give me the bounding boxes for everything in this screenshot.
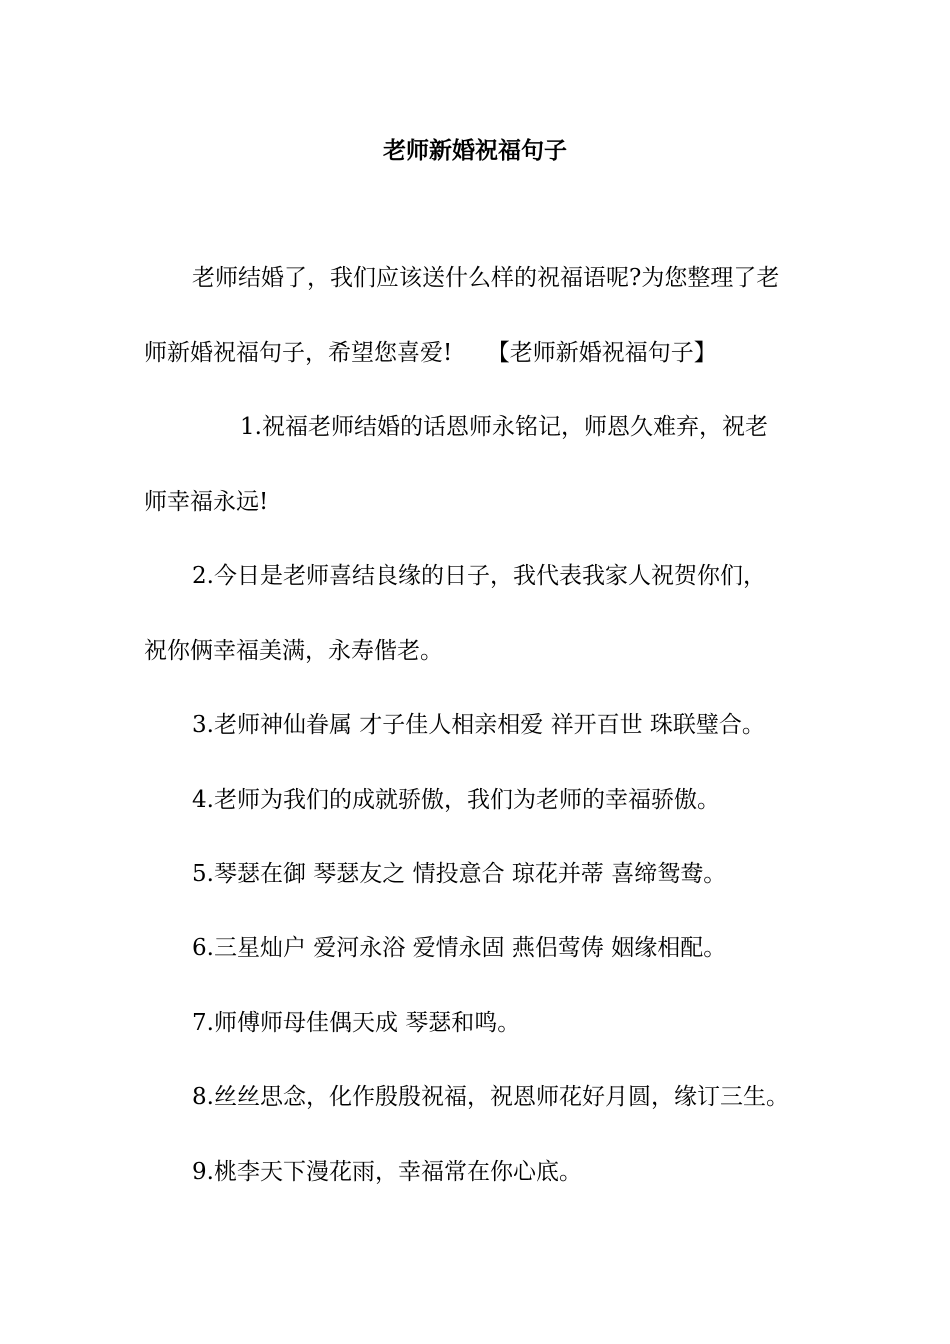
item-6: 6.三星灿户 爱河永浴 爱情永固 燕侣莺俦 姻缘相配。 xyxy=(192,935,727,961)
item-7: 7.师傅师母佳偶天成 琴瑟和鸣。 xyxy=(192,1010,521,1036)
item-2-line-1: 2.今日是老师喜结良缘的日子，我代表我家人祝贺你们， xyxy=(192,563,766,589)
item-4: 4.老师为我们的成就骄傲，我们为老师的幸福骄傲。 xyxy=(192,787,720,813)
item-8: 8.丝丝思念，化作殷殷祝福，祝恩师花好月圆，缘订三生。 xyxy=(192,1084,789,1110)
intro-line-2: 师新婚祝福句子，希望您喜爱! 【老师新婚祝福句子】 xyxy=(144,340,717,366)
page-title: 老师新婚祝福句子 xyxy=(383,137,567,164)
item-1-line-2: 师幸福永远! xyxy=(144,489,269,515)
item-3: 3.老师神仙眷属 才子佳人相亲相爱 祥开百世 珠联璧合。 xyxy=(192,712,765,738)
item-5: 5.琴瑟在御 琴瑟友之 情投意合 琼花并蒂 喜缔鸳鸯。 xyxy=(192,861,727,887)
intro-line-1: 老师结婚了，我们应该送什么样的祝福语呢?为您整理了老 xyxy=(192,265,780,291)
item-2-line-2: 祝你俩幸福美满，永寿偕老。 xyxy=(144,638,443,664)
item-1-line-1: 1.祝福老师结婚的话恩师永铭记，师恩久难弃，祝老 xyxy=(240,414,768,440)
item-9: 9.桃李天下漫花雨，幸福常在你心底。 xyxy=(192,1159,582,1185)
